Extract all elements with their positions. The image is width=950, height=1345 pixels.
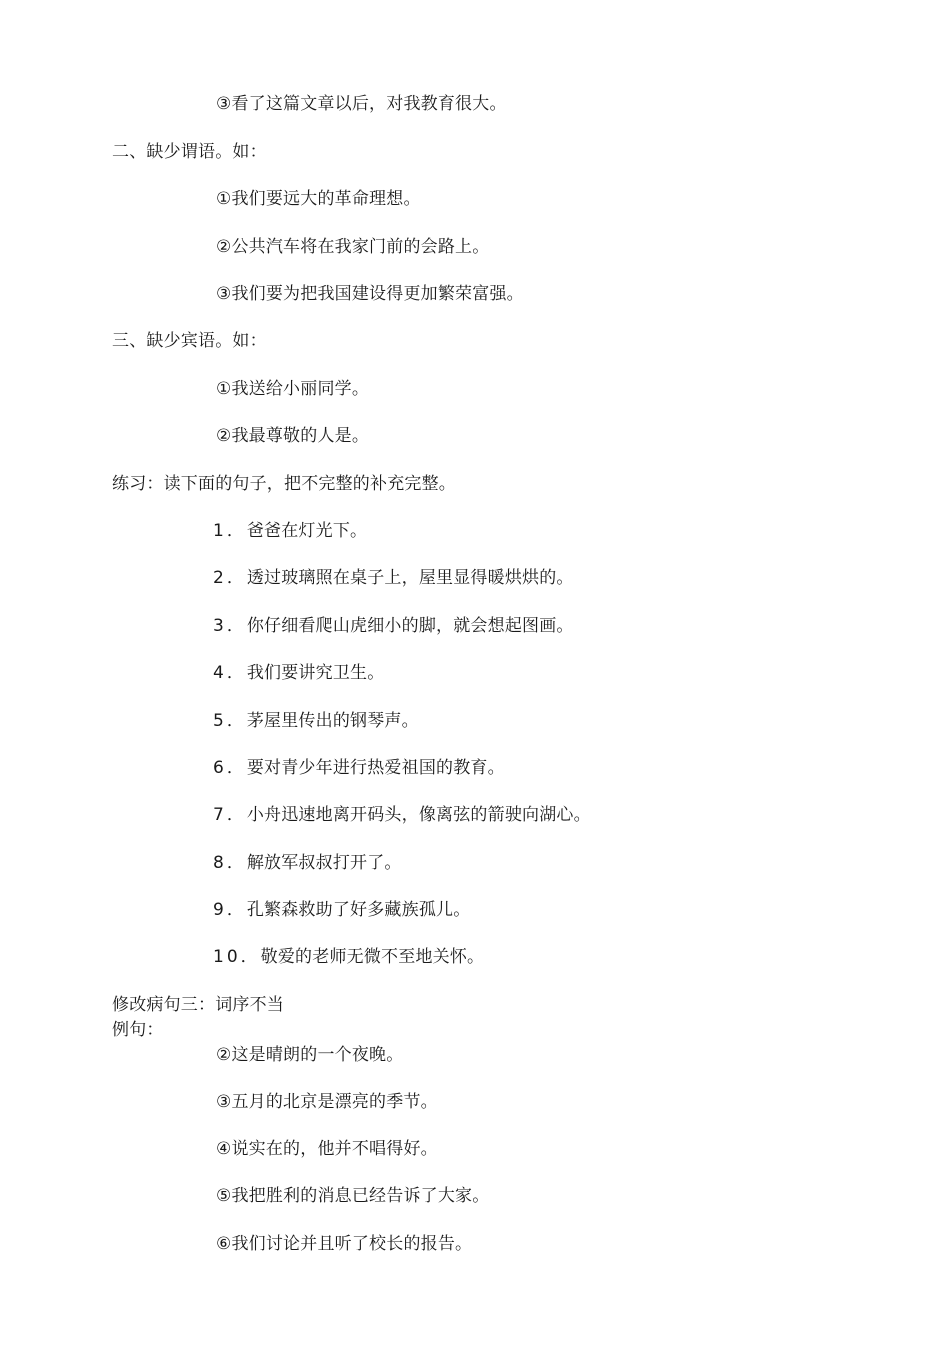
example-sentence: ②公共汽车将在我家门前的会路上。 [216, 237, 490, 257]
exercise-item [213, 805, 591, 825]
exercise-item [213, 521, 367, 541]
exercise-item [213, 758, 505, 778]
example-sentence: ①我送给小丽同学。 [216, 379, 370, 399]
exercise-number: 5． [213, 711, 247, 731]
exercise-number: 10． [213, 947, 261, 967]
exercise-text: 孔繁森救助了好多藏族孤儿。 [246, 900, 471, 920]
exercise-number: 3． [213, 616, 247, 636]
exercise-item [213, 900, 470, 920]
exercise-text: 茅屋里传出的钢琴声。 [246, 711, 419, 731]
example-sentence: ⑥我们讨论并且听了校长的报告。 [216, 1234, 473, 1254]
part3-title: 修改病句三：词序不当 [112, 995, 284, 1015]
exercise-item [213, 663, 384, 683]
section-heading-missing-predicate: 二、缺少谓语。如： [112, 142, 267, 162]
exercise-text: 爸爸在灯光下。 [246, 521, 368, 541]
exercise-number: 9． [213, 900, 247, 920]
example-sentence: ④说实在的，他并不唱得好。 [216, 1139, 438, 1159]
exercise-item [213, 947, 484, 967]
exercise-item [213, 711, 419, 731]
exercise-number: 4． [213, 663, 247, 683]
exercise-text: 你仔细看爬山虎细小的脚，就会想起图画。 [246, 616, 574, 636]
exercise-text: 透过玻璃照在桌子上，屋里显得暖烘烘的。 [246, 568, 574, 588]
exercise-text: 要对青少年进行热爱祖国的教育。 [246, 758, 505, 778]
example-label: 例句： [112, 1020, 164, 1040]
exercise-number: 6． [213, 758, 247, 778]
exercise-number: 8． [213, 853, 247, 873]
section-heading-missing-object: 三、缺少宾语。如： [112, 331, 267, 351]
exercise-text: 解放军叔叔打开了。 [246, 853, 402, 873]
exercise-text: 小舟迅速地离开码头，像离弦的箭驶向湖心。 [246, 805, 591, 825]
exercise-number: 1． [213, 521, 247, 541]
exercise-number: 7． [213, 805, 247, 825]
exercise-heading: 练习：读下面的句子，把不完整的补充完整。 [112, 474, 456, 494]
example-sentence: ③我们要为把我国建设得更加繁荣富强。 [216, 284, 524, 304]
exercise-text: 我们要讲究卫生。 [246, 663, 385, 683]
example-sentence: ②这是晴朗的一个夜晚。 [216, 1045, 404, 1065]
exercise-item [213, 853, 402, 873]
exercise-item [213, 616, 574, 636]
exercise-text: 敬爱的老师无微不至地关怀。 [260, 947, 485, 967]
example-sentence: ⑤我把胜利的消息已经告诉了大家。 [216, 1186, 490, 1206]
exercise-number: 2． [213, 568, 247, 588]
exercise-item [213, 568, 574, 588]
example-sentence: ③五月的北京是漂亮的季节。 [216, 1092, 438, 1112]
example-sentence: ②我最尊敬的人是。 [216, 426, 370, 446]
example-sentence: ①我们要远大的革命理想。 [216, 189, 421, 209]
example-sentence: ③看了这篇文章以后，对我教育很大。 [216, 94, 507, 114]
